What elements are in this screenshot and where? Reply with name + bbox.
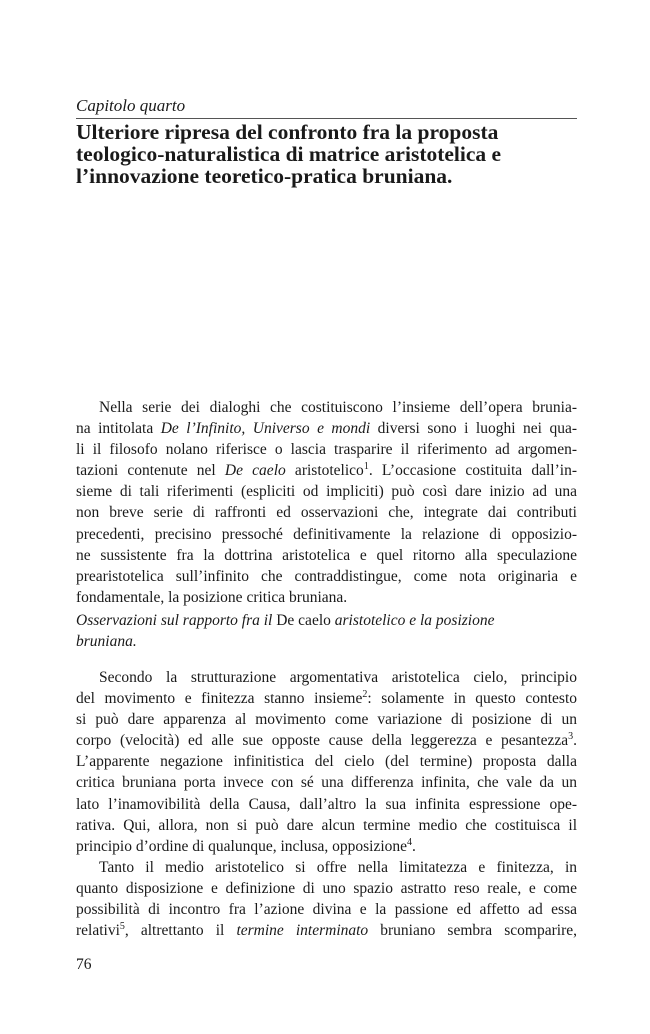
text-line: non breve serie di raffronti ed osservazioni che, integrate dai contributi xyxy=(76,504,577,522)
text-segment: tazioni contenute nel xyxy=(76,462,225,480)
text-line: lato l’inamovibilità della Causa, dall’altro la sua infinita espressione ope- xyxy=(76,795,577,813)
text-line: Nella serie dei dialoghi che costituiscono l’insieme dell’opera brunia- xyxy=(99,399,577,416)
footnote-marker: 5 xyxy=(119,921,125,933)
text-segment: na intitolata xyxy=(76,420,161,438)
chapter-label: Capitolo quarto xyxy=(76,96,186,115)
paragraph-body xyxy=(76,667,577,857)
work-title: De caelo xyxy=(224,462,286,480)
text-line xyxy=(76,688,577,709)
text-segment: . xyxy=(412,837,416,855)
text-segment: del movimento e finitezza stanno insieme xyxy=(76,690,363,708)
header-rule xyxy=(76,118,577,119)
text-line: possibilità di incontro fra l’azione divina e la passione ed affetto ad essa xyxy=(76,901,577,919)
paragraph-intro xyxy=(76,397,577,608)
text-line: L’apparente negazione infinitistica del cielo (del termine) proposta dalla xyxy=(76,753,577,771)
text-line: si può dare apparenza al movimento come variazione di posizione di un xyxy=(76,711,577,729)
text-segment: principio d’ordine di qualunque, inclusa, opposizione xyxy=(76,837,408,855)
page-number: 76 xyxy=(76,956,92,973)
text-line xyxy=(76,730,577,751)
section-heading-line xyxy=(76,610,577,631)
chapter-title xyxy=(76,121,581,187)
text-line xyxy=(76,920,577,941)
text-segment: diversi sono i luoghi nei qua- xyxy=(370,420,577,438)
text-segment: . L’occasione costituita dall’in- xyxy=(368,462,577,480)
text-line: quanto disposizione e definizione di uno spazio astratto reso reale, e come xyxy=(76,880,577,898)
section-heading xyxy=(76,610,577,652)
chapter-title-line: l’innovazione teoretico-pratica bruniana. xyxy=(76,164,453,188)
text-line: li il filosofo nolano riferisce o lascia trasparire il riferimento ad argomen- xyxy=(76,441,577,459)
footnote-marker: 4 xyxy=(407,836,413,848)
text-line xyxy=(76,836,577,857)
text-segment: relativi xyxy=(76,922,120,940)
text-segment: : solamente in questo contesto xyxy=(367,690,578,708)
text-segment: corpo (velocità) ed alle sue opposte cause della leggerezza e pesantezza xyxy=(76,732,569,750)
text-line xyxy=(76,418,577,439)
text-line: sieme di tali riferimenti (espliciti od impliciti) può così dare inizio ad una xyxy=(76,483,577,501)
text-line: prearistotelica sull’infinito che contraddistingue, come nota originaria e xyxy=(76,567,577,585)
text-segment: . xyxy=(573,732,577,750)
work-title: De caelo xyxy=(276,612,331,629)
work-title: De l’Infinito, Universo e mondi xyxy=(160,420,371,438)
text-segment: aristotelico e la posizione xyxy=(330,612,495,629)
text-segment: Osservazioni sul rapporto fra il xyxy=(76,612,277,629)
chapter-title-line: teologico-naturalistica di matrice aristotelica e xyxy=(76,142,502,166)
text-segment: aristotelico xyxy=(285,462,364,480)
text-line: ne sussistente fra la dottrina aristotelica e quel ritorno alla speculazione xyxy=(76,546,577,564)
footnote-marker: 3 xyxy=(568,731,574,743)
text-line: rativa. Qui, allora, non si può dare alcun termine medio che costituisca il xyxy=(76,816,577,834)
chapter-title-line: Ulteriore ripresa del confronto fra la proposta xyxy=(76,120,499,144)
text-line: Tanto il medio aristotelico si offre nella limitatezza e finitezza, in xyxy=(99,859,577,876)
text-line: fondamentale, la posizione critica bruniana. xyxy=(76,588,348,606)
section-heading-line: bruniana. xyxy=(76,633,137,651)
text-segment: , altrettanto il xyxy=(124,922,237,940)
footnote-marker: 1 xyxy=(363,461,369,473)
emphasis: termine interminato xyxy=(236,922,369,940)
text-line xyxy=(76,460,577,481)
paragraph-body xyxy=(76,857,577,941)
text-line: Secondo la strutturazione argomentativa aristotelica cielo, principio xyxy=(99,669,577,686)
text-segment: bruniano sembra scomparire, xyxy=(368,922,577,940)
text-line: critica bruniana porta invece con sé una differenza infinita, che vale da un xyxy=(76,774,577,792)
footnote-marker: 2 xyxy=(362,689,368,701)
text-line: precedenti, precisino pressoché definitivamente la relazione di opposizio- xyxy=(76,525,577,543)
